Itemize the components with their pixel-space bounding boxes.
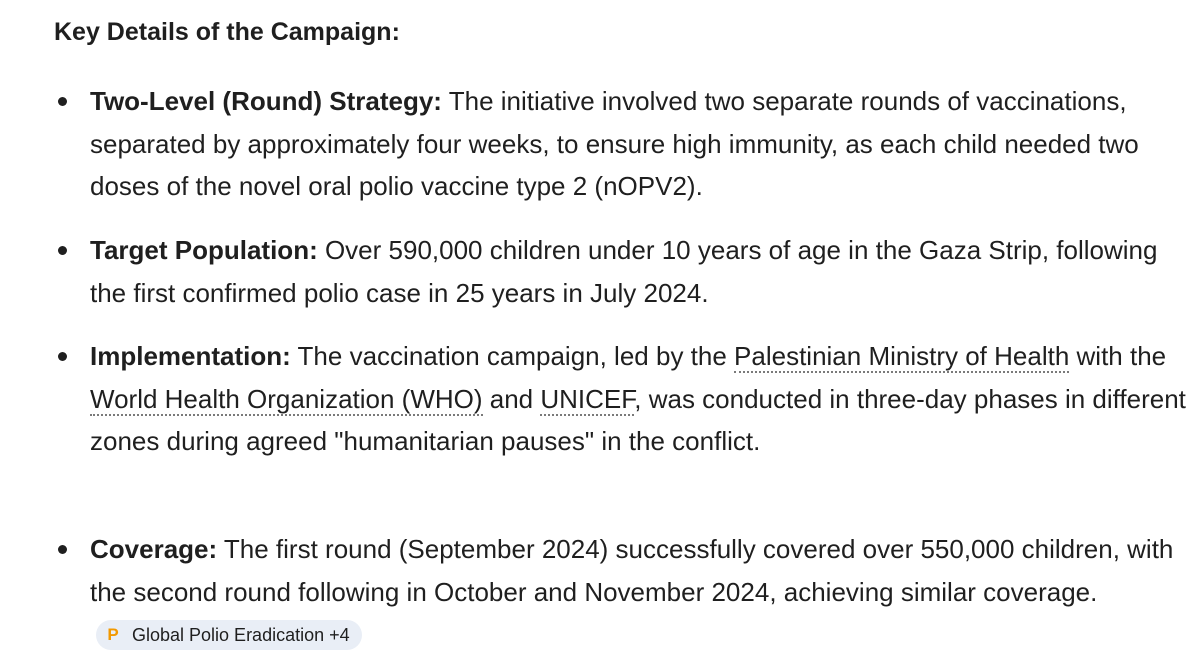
list-item-text: Over 590,000 children under 10 years of age in the Gaza Strip, following the first confirmed polio case in 25 years in July 2024. [90, 235, 1158, 308]
list-item-title: Target Population: [90, 235, 318, 265]
list-item-text: , was conducted in three-day phases in different zones during agreed "humanitarian pauses" in the conflict. [90, 383, 1186, 456]
list-item-text: The first round (September 2024) successfully covered over 550,000 children, with the second round following in October and November 2024, achieving similar coverage. [90, 534, 1174, 607]
list-item-title: Two-Level (Round) Strategy: [90, 86, 442, 116]
list-item-body [90, 528, 1189, 656]
bullet-icon [58, 352, 67, 361]
list-item-body [90, 80, 1189, 208]
list-item-text: and [482, 383, 541, 414]
list-item-text: The initiative involved two separate rounds of vaccinations, separated by approximately four weeks, to ensure high immunity, as each child needed two doses of the novel oral polio vaccine type 2 (nOPV2). [90, 86, 1139, 201]
list-item-implementation [54, 335, 1189, 463]
bullet-icon [58, 545, 67, 554]
source-chip-label: Global Polio Eradication +4 [132, 625, 350, 645]
link-palestinian-ministry-of-health[interactable]: Palestinian Ministry of Health [734, 341, 1070, 371]
source-chip[interactable] [96, 620, 362, 650]
list-item-text: with the [1069, 341, 1167, 371]
list-item-body [90, 229, 1189, 314]
list-item-title: Implementation: [90, 341, 291, 371]
list-item-body [90, 335, 1189, 463]
list-item-coverage [54, 528, 1189, 656]
polio-eradication-logo-icon: P [107, 625, 119, 644]
link-world-health-organization[interactable]: World Health Organization (WHO) [90, 383, 483, 414]
bullet-icon [58, 97, 67, 106]
list-item-title: Coverage: [90, 534, 218, 564]
list-item-text: The vaccination campaign, led by the [290, 341, 735, 371]
section-heading: Key Details of the Campaign: [54, 18, 400, 46]
link-unicef[interactable]: UNICEF [540, 383, 635, 414]
list-item-strategy [54, 80, 1189, 208]
bullet-icon [58, 246, 67, 255]
list-item-target-population [54, 229, 1189, 314]
